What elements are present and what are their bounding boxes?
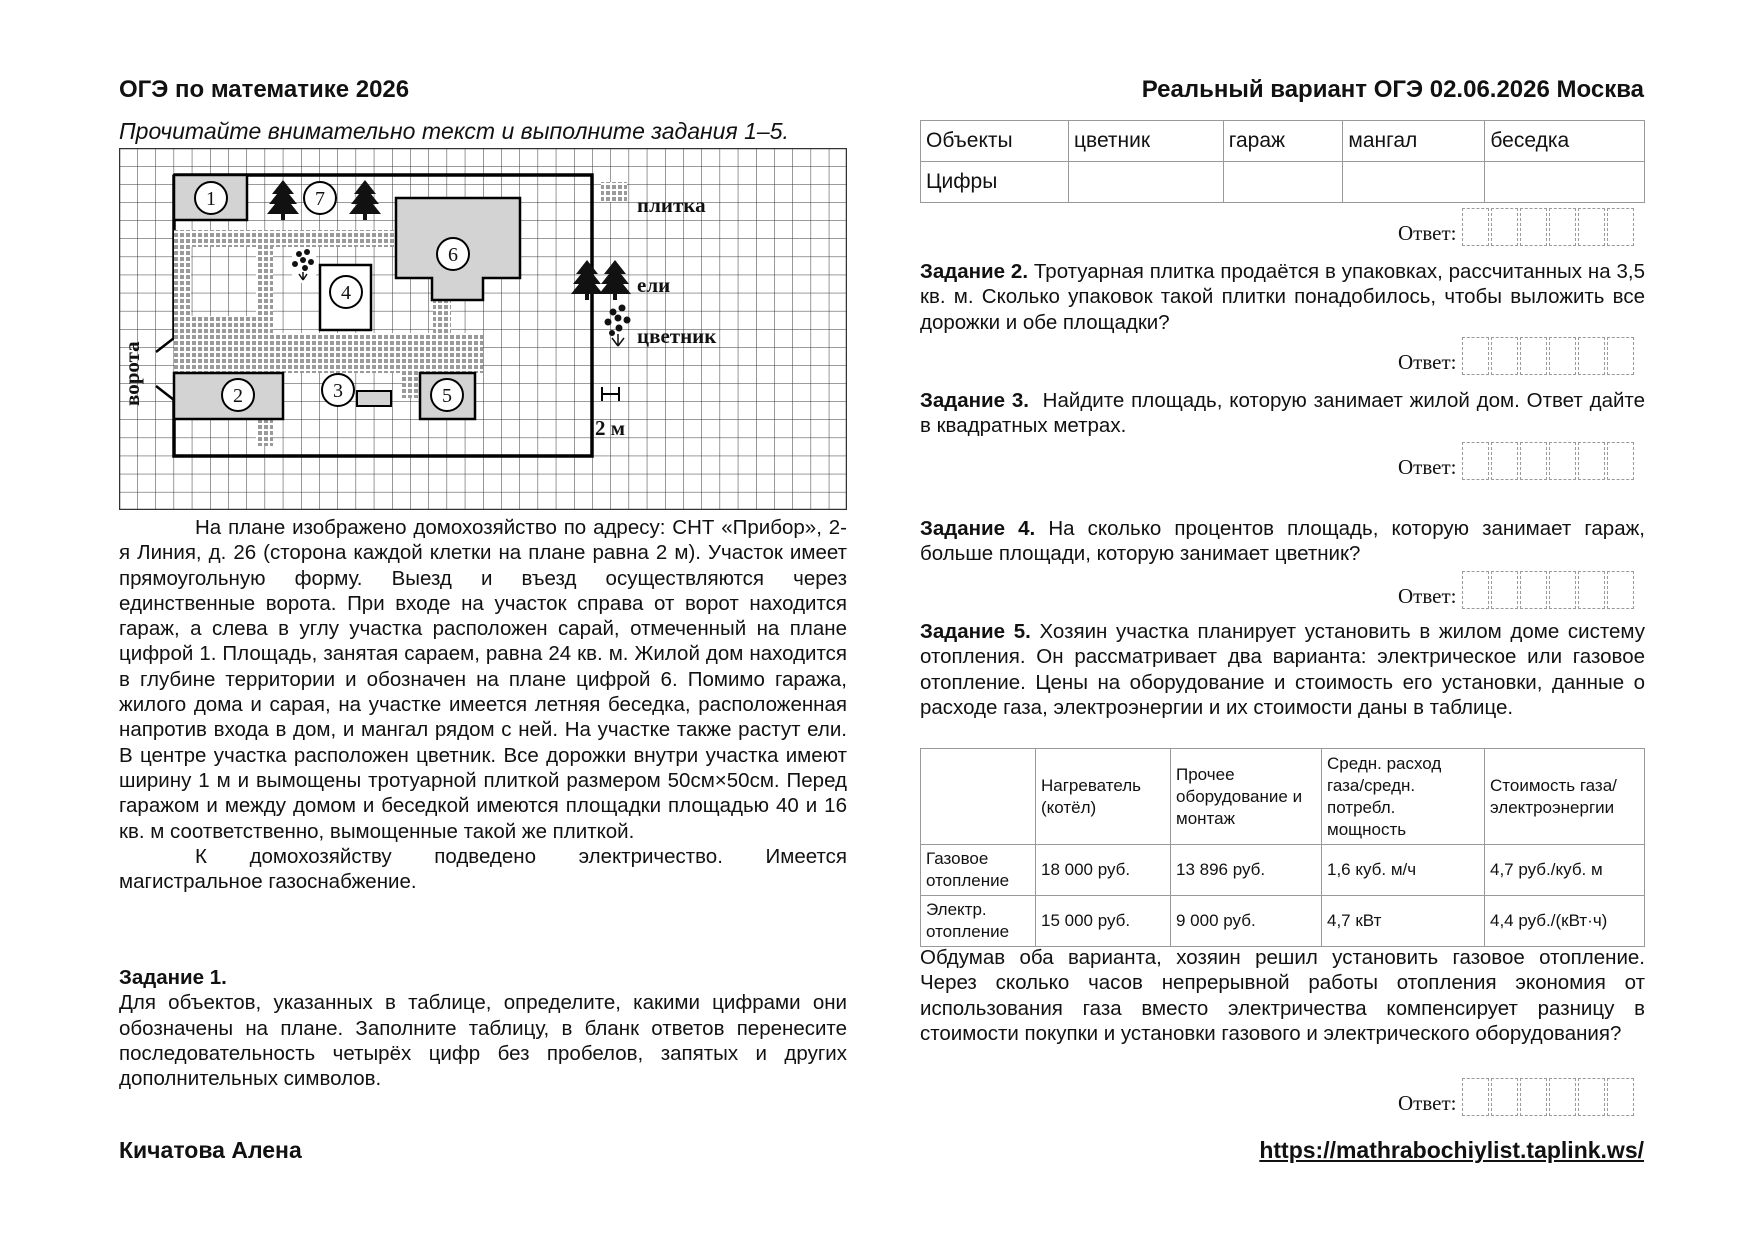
plan-number-4: 4 — [341, 282, 351, 304]
task-5-question — [920, 945, 1645, 1046]
heating-cell: 1,6 куб. м/ч — [1322, 845, 1485, 896]
task-2 — [920, 259, 1645, 335]
answer-input[interactable] — [1462, 1078, 1636, 1116]
task-2-text: Тротуарная плитка продаётся в упаковках, рассчитанных на 3,5 кв. м. Сколько упаковок такой плитки понадобилось, чтобы выложить все дорожки и обе площадки? — [920, 260, 1646, 334]
task-1-text: Для объектов, указанных в таблице, определите, какими цифрами они обозначены на плане. Заполните таблицу, в бланк ответов перенесите последовательность четырёх цифр без пробелов, запятых и других дополнительных символов. — [119, 991, 847, 1091]
header-right: Реальный вариант ОГЭ 02.06.2026 Москва — [1141, 76, 1644, 103]
heating-cell: 15 000 руб. — [1036, 896, 1171, 947]
plan-number-2: 2 — [233, 385, 243, 407]
object-cell: беседка — [1485, 121, 1645, 162]
task-3-title: Задание 3. — [920, 389, 1029, 412]
digit-cell[interactable] — [1069, 162, 1224, 203]
site-plan-drawing — [119, 148, 847, 510]
digit-cell[interactable] — [1343, 162, 1485, 203]
intro-text: Прочитайте внимательно текст и выполните задания 1–5. — [119, 118, 789, 144]
description-paragraph-1: На плане изображено домохозяйство по адресу: СНТ «Прибор», 2-я Линия, д. 26 (сторона каждой клетки на плане равна 2 м). Участок имеет прямоугольную форму. Выезд и въезд осуществляются через единственные ворота. При входе на участок справа от ворот находится гараж, а слева в углу участка расположен сарай, отмеченный на плане цифрой 1. Площадь, занятая сараем, равна 24 кв. м. Жилой дом находится в глубине территории и обозначен на плане цифрой 6. Помимо гаража, жилого дома и сарая, на участке имеется летняя беседка, расположенная напротив входа в дом, и мангал рядом с ней. На участке также растут ели. В центре участка расположен цветник. Все дорожки внутри участка имеют ширину 1 м и вымощены тротуарной плиткой размером 50см×50см. Перед гаражом и между домом и беседкой имеются площадки площадью 40 и 16 кв. м соответственно, вымощенные такой же плиткой. — [119, 516, 847, 843]
task-5-text-2: Обдумав оба варианта, хозяин решил установить газовое отопление. Через сколько часов непрерывной работы отопления экономия от использования газа вместо электричества компенсирует разницу в стоимости покупки и установки газового и электрического оборудования? — [920, 946, 1645, 1045]
task-2-title: Задание 2. — [920, 260, 1029, 283]
answer-4 — [1398, 571, 1636, 609]
site-plan — [119, 148, 847, 510]
digit-cell[interactable] — [1223, 162, 1343, 203]
heating-table — [920, 748, 1645, 947]
object-cell: мангал — [1343, 121, 1485, 162]
description — [119, 515, 847, 894]
task-3-text: Найдите площадь, которую занимает жилой дом. Ответ дайте в квадратных метрах. — [920, 389, 1645, 438]
plan-number-3: 3 — [333, 380, 343, 402]
heating-cell: 9 000 руб. — [1171, 896, 1322, 947]
answer-2 — [1398, 337, 1636, 375]
scale-label: 2 м — [595, 416, 626, 440]
task-5-title: Задание 5. — [920, 620, 1031, 643]
objects-row-label: Объекты — [921, 121, 1069, 162]
answer-1 — [1398, 208, 1636, 246]
answer-label: Ответ: — [1398, 221, 1457, 245]
heating-header: Средн. расход газа/средн. потребл. мощность — [1322, 749, 1485, 845]
heating-cell: 4,7 руб./куб. м — [1485, 845, 1645, 896]
answer-input[interactable] — [1462, 571, 1636, 609]
task-4-title: Задание 4. — [920, 517, 1036, 540]
header-left: ОГЭ по математике 2026 — [119, 76, 410, 103]
heating-header: Стоимость газа/ электроэнергии — [1485, 749, 1645, 845]
plan-number-6: 6 — [448, 244, 458, 266]
heating-cell: Газовое отопление — [921, 845, 1036, 896]
gate-label: ворота — [120, 341, 144, 406]
answer-input[interactable] — [1462, 337, 1636, 375]
heating-header: Нагреватель (котёл) — [1036, 749, 1171, 845]
answer-5 — [1398, 1078, 1636, 1116]
heating-cell: Электр. отопление — [921, 896, 1036, 947]
plan-number-5: 5 — [442, 385, 452, 407]
answer-label: Ответ: — [1398, 455, 1457, 479]
legend-tile-label: плитка — [637, 193, 706, 217]
answer-label: Ответ: — [1398, 1091, 1457, 1115]
heating-cell: 4,4 руб./(кВт·ч) — [1485, 896, 1645, 947]
objects-table — [920, 120, 1645, 203]
task-3 — [920, 388, 1645, 439]
heating-cell: 13 896 руб. — [1171, 845, 1322, 896]
task-5 — [920, 619, 1645, 720]
description-paragraph-2: К домохозяйству подведено электричество. Имеется магистральное газоснабжение. — [119, 844, 847, 894]
heating-header: Прочее оборудование и монтаж — [1171, 749, 1322, 845]
plan-number-7: 7 — [315, 188, 325, 210]
digit-cell[interactable] — [1485, 162, 1645, 203]
object-cell: гараж — [1223, 121, 1343, 162]
heating-header — [921, 749, 1036, 845]
task-1-title: Задание 1. — [119, 966, 227, 989]
plan-number-1: 1 — [206, 188, 216, 210]
heating-cell: 4,7 кВт — [1322, 896, 1485, 947]
digits-row-label: Цифры — [921, 162, 1069, 203]
footer-link[interactable]: https://mathrabochiylist.taplink.ws/ — [1259, 1137, 1644, 1163]
answer-input[interactable] — [1462, 442, 1636, 480]
author: Кичатова Алена — [119, 1137, 302, 1163]
task-1 — [119, 965, 847, 1091]
legend-flowers-label: цветник — [637, 324, 717, 348]
answer-input[interactable] — [1462, 208, 1636, 246]
task-4-text: На сколько процентов площадь, которую занимает гараж, больше площади, которую занимает цветник? — [920, 517, 1646, 566]
task-5-text: Хозяин участка планирует установить в жилом доме систему отопления. Он рассматривает два варианта: электрическое или газовое отопление. Цены на оборудование и стоимость его установки, данные о расходе газа, электроэнергии и их стоимости даны в таблице. — [920, 620, 1645, 719]
answer-label: Ответ: — [1398, 350, 1457, 374]
legend-trees-label: ели — [637, 273, 671, 297]
object-cell: цветник — [1069, 121, 1224, 162]
heating-cell: 18 000 руб. — [1036, 845, 1171, 896]
answer-3 — [1398, 442, 1636, 480]
answer-label: Ответ: — [1398, 584, 1457, 608]
task-4 — [920, 516, 1645, 567]
